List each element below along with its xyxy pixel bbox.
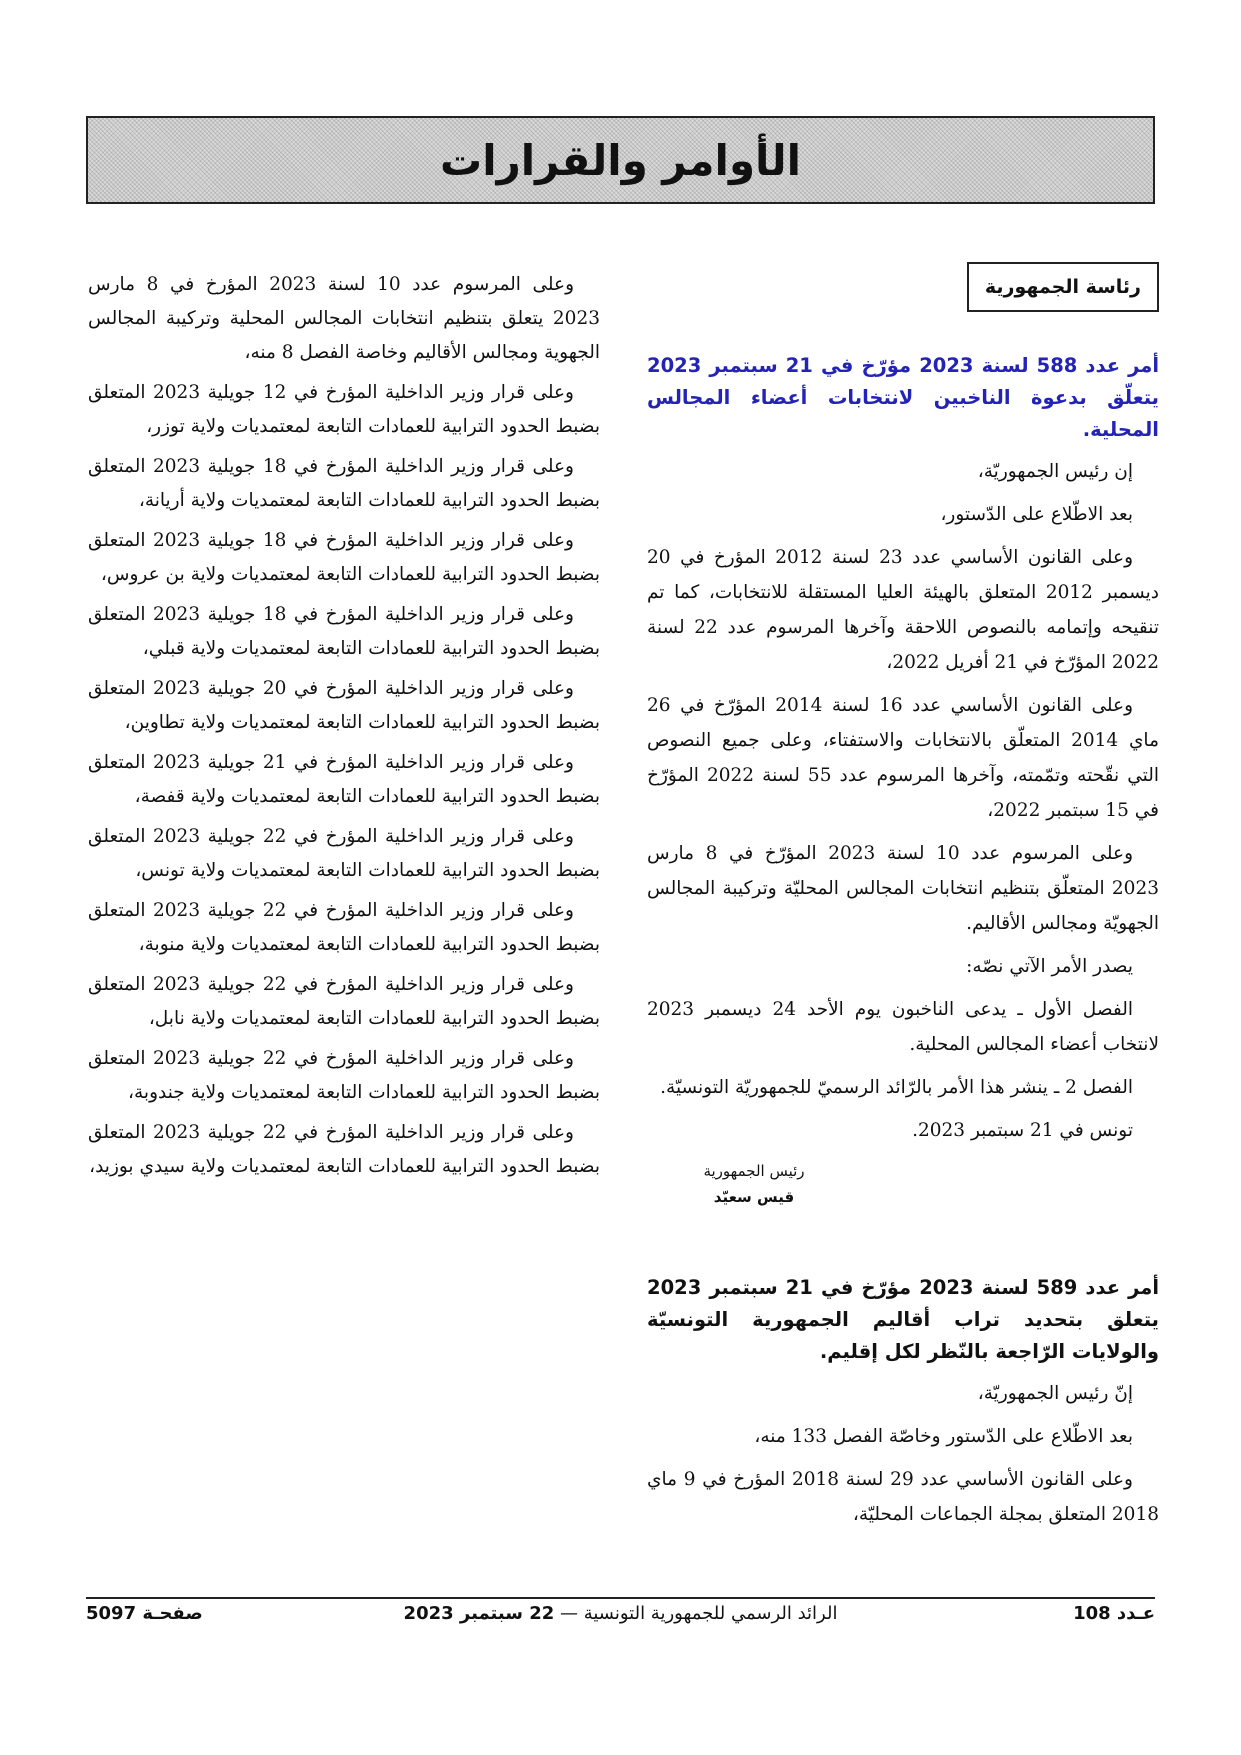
left-paragraph: وعلى قرار وزير الداخلية المؤرخ في 22 جويلية 2023 المتعلق بضبط الحدود الترابية للعمادات التابعة لمعتمديات ولاية تونس، xyxy=(88,826,600,881)
section-heading: رئاسة الجمهورية xyxy=(967,262,1159,312)
decree-588-paragraph: بعد الاطّلاع على الدّستور، xyxy=(940,504,1133,525)
journal-line xyxy=(86,1603,1155,1624)
right-column xyxy=(647,262,1159,1540)
decree-589-paragraph: وعلى القانون الأساسي عدد 29 لسنة 2018 المؤرخ في 9 ماي 2018 المتعلق بمجلة الجماعات المحليّة، xyxy=(647,1469,1159,1525)
section-banner xyxy=(86,116,1155,204)
left-paragraph: وعلى قرار وزير الداخلية المؤرخ في 18 جويلية 2023 المتعلق بضبط الحدود الترابية للعمادات التابعة لمعتمديات ولاية بن عروس، xyxy=(88,530,600,585)
signature-name: قيس سعيّد xyxy=(713,1188,795,1206)
decree-589-title: أمر عدد 589 لسنة 2023 مؤرّخ في 21 سبتمبر 2023 يتعلق بتحديد تراب أقاليم الجمهورية التونسيّة والولايات الرّاجعة بالنّظر لكل إقليم. xyxy=(647,1276,1159,1363)
signature-block xyxy=(679,1158,1159,1210)
decree-589-paragraph: بعد الاطّلاع على الدّستور وخاصّة الفصل 133 منه، xyxy=(754,1426,1133,1447)
left-paragraph: وعلى قرار وزير الداخلية المؤرخ في 20 جويلية 2023 المتعلق بضبط الحدود الترابية للعمادات التابعة لمعتمديات ولاية تطاوين، xyxy=(88,678,600,733)
page-number: صفحـة 5097 xyxy=(86,1603,203,1624)
left-paragraph: وعلى قرار وزير الداخلية المؤرخ في 22 جويلية 2023 المتعلق بضبط الحدود الترابية للعمادات التابعة لمعتمديات ولاية نابل، xyxy=(88,974,600,1029)
journal-name: الرائد الرسمي للجمهورية التونسية — xyxy=(560,1603,838,1624)
decree-588-paragraph: وعلى القانون الأساسي عدد 23 لسنة 2012 المؤرخ في 20 ديسمبر 2012 المتعلق بالهيئة العليا المستقلة للانتخابات، كما تم تنقيحه وإتمامه بالنصوص اللاحقة وآخرها المرسوم عدد 22 لسنة 2022 المؤرّخ في 21 أفريل 2022، xyxy=(647,547,1159,673)
decree-588-paragraph: وعلى المرسوم عدد 10 لسنة 2023 المؤرّخ في 8 مارس 2023 المتعلّق بتنظيم انتخابات المجالس المحليّة وتركيبة المجالس الجهويّة ومجالس الأقاليم. xyxy=(647,843,1159,934)
page-footer xyxy=(86,1603,1155,1637)
decree-588-paragraph: الفصل الأول ـ يدعى الناخبون يوم الأحد 24 ديسمبر 2023 لانتخاب أعضاء المجالس المحلية. xyxy=(647,999,1159,1055)
decree-588-paragraph: تونس في 21 سبتمبر 2023. xyxy=(912,1120,1133,1141)
decree-588-title: أمر عدد 588 لسنة 2023 مؤرّخ في 21 سبتمبر 2023 يتعلّق بدعوة الناخبين لانتخابات أعضاء المجالس المحلية. xyxy=(647,354,1159,441)
issue-number: عـدد 108 xyxy=(1073,1603,1155,1624)
decree-589-paragraph: إنّ رئيس الجمهوريّة، xyxy=(977,1383,1133,1404)
left-paragraph: وعلى المرسوم عدد 10 لسنة 2023 المؤرخ في 8 مارس 2023 يتعلق بتنظيم انتخابات المجالس المحلية وتركيبة المجالس الجهوية ومجالس الأقاليم وخاصة الفصل 8 منه، xyxy=(88,274,600,363)
left-paragraph: وعلى قرار وزير الداخلية المؤرخ في 21 جويلية 2023 المتعلق بضبط الحدود الترابية للعمادات التابعة لمعتمديات ولاية قفصة، xyxy=(88,752,600,807)
footer-divider xyxy=(86,1597,1155,1599)
banner-title: الأوامر والقرارات xyxy=(440,135,801,185)
signature-role: رئيس الجمهورية xyxy=(703,1162,805,1180)
decree-588-paragraph: يصدر الأمر الآتي نصّه: xyxy=(966,956,1133,977)
left-column xyxy=(88,268,600,1190)
left-paragraph: وعلى قرار وزير الداخلية المؤرخ في 22 جويلية 2023 المتعلق بضبط الحدود الترابية للعمادات التابعة لمعتمديات ولاية سيدي بوزيد، xyxy=(88,1122,600,1177)
left-paragraph: وعلى قرار وزير الداخلية المؤرخ في 22 جويلية 2023 المتعلق بضبط الحدود الترابية للعمادات التابعة لمعتمديات ولاية جندوبة، xyxy=(88,1048,600,1103)
decree-588-paragraph: الفصل 2 ـ ينشر هذا الأمر بالرّائد الرسميّ للجمهوريّة التونسيّة. xyxy=(660,1077,1133,1098)
left-paragraph: وعلى قرار وزير الداخلية المؤرخ في 18 جويلية 2023 المتعلق بضبط الحدود الترابية للعمادات التابعة لمعتمديات ولاية قبلي، xyxy=(88,604,600,659)
left-paragraph: وعلى قرار وزير الداخلية المؤرخ في 18 جويلية 2023 المتعلق بضبط الحدود الترابية للعمادات التابعة لمعتمديات ولاية أريانة، xyxy=(88,456,600,511)
decree-588-paragraph: إن رئيس الجمهوريّة، xyxy=(977,461,1133,482)
decree-588-paragraph: وعلى القانون الأساسي عدد 16 لسنة 2014 المؤرّخ في 26 ماي 2014 المتعلّق بالانتخابات والاستفتاء، وعلى جميع النصوص التي نقّحته وتمّمته، وآخرها المرسوم عدد 55 لسنة 2022 المؤرّخ في 15 سبتمبر 2022، xyxy=(647,695,1159,821)
journal-date: 22 سبتمبر 2023 xyxy=(403,1603,555,1624)
left-paragraph: وعلى قرار وزير الداخلية المؤرخ في 22 جويلية 2023 المتعلق بضبط الحدود الترابية للعمادات التابعة لمعتمديات ولاية منوبة، xyxy=(88,900,600,955)
left-paragraph: وعلى قرار وزير الداخلية المؤرخ في 12 جويلية 2023 المتعلق بضبط الحدود الترابية للعمادات التابعة لمعتمديات ولاية توزر، xyxy=(88,382,600,437)
